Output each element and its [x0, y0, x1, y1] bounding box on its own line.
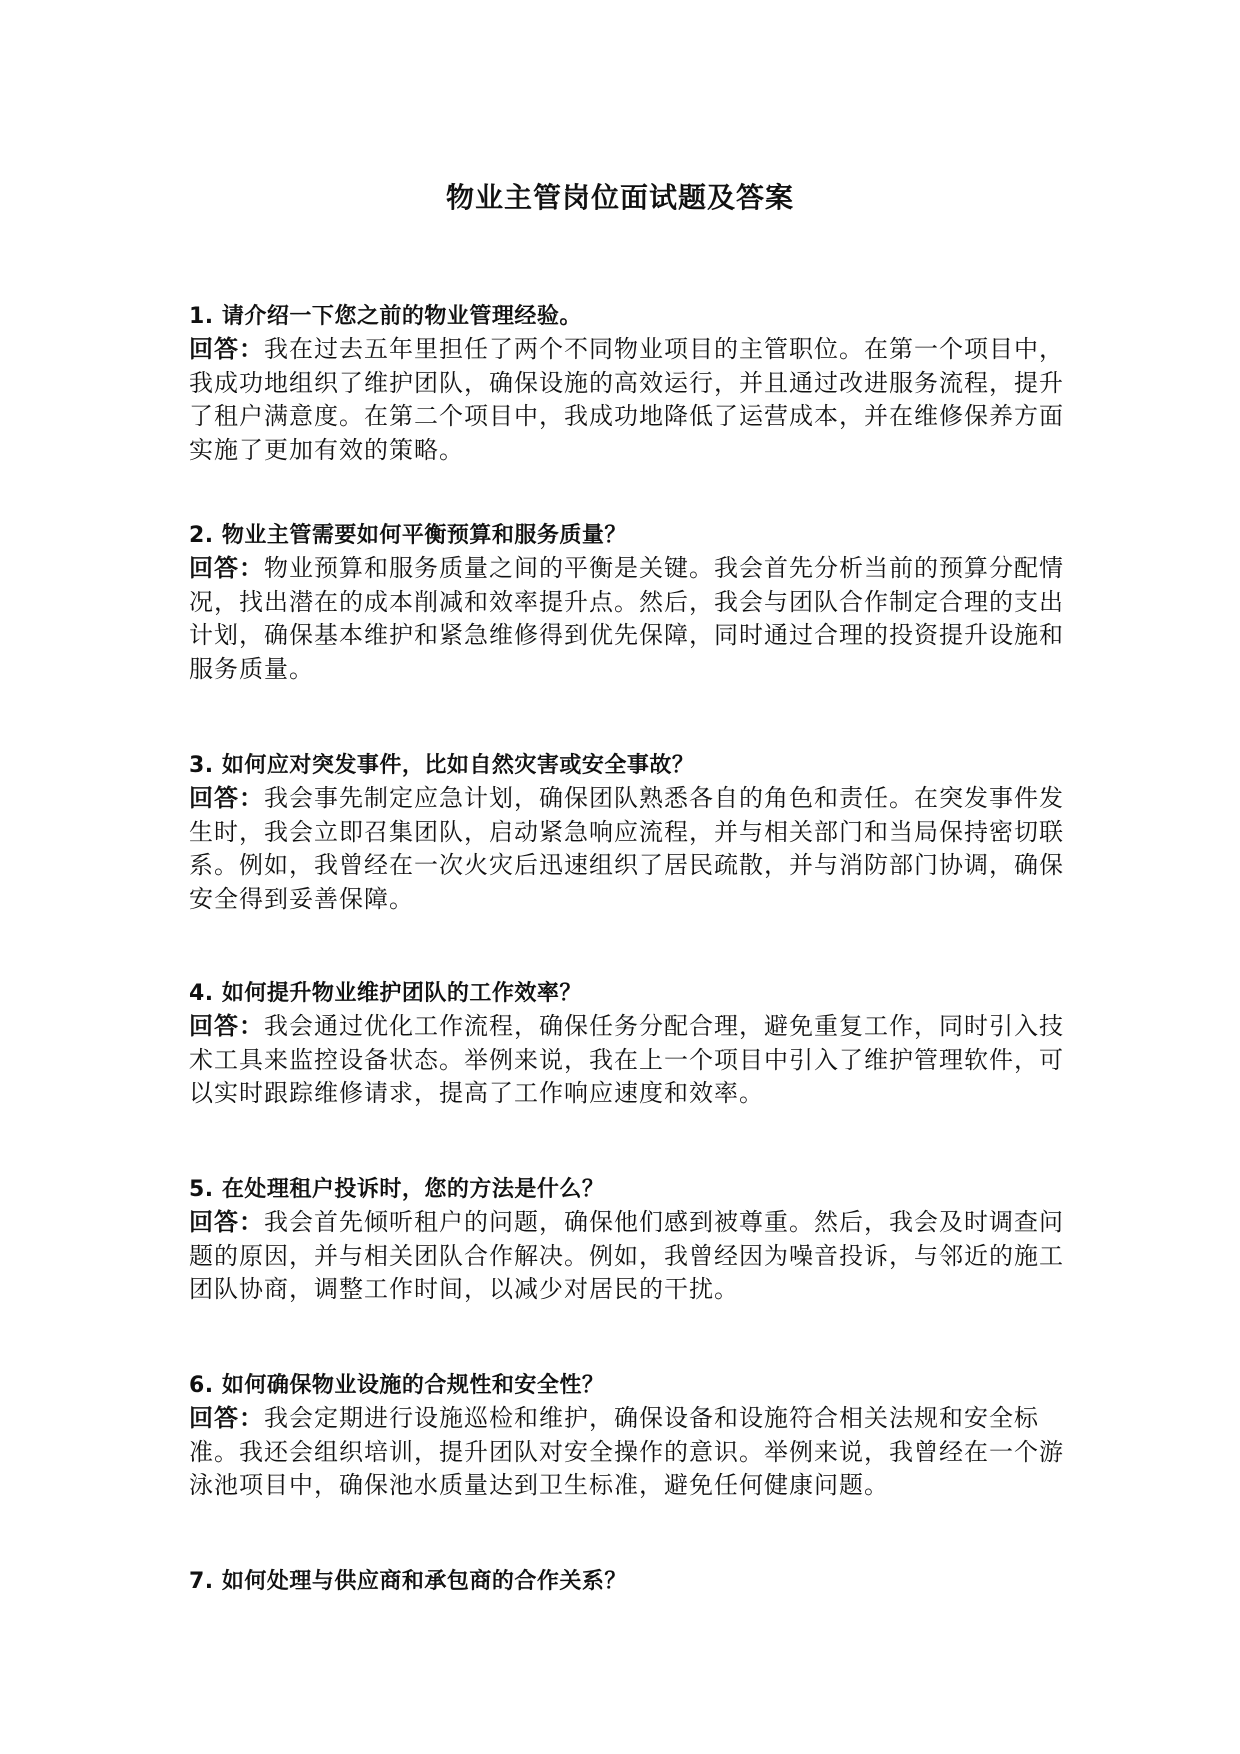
qa-item-5: [189, 1173, 1069, 1307]
qa-item-7: [189, 1565, 1069, 1598]
question-text: 4. 如何提升物业维护团队的工作效率？: [189, 981, 582, 1006]
page-title: 物业主管岗位面试题及答案: [445, 181, 794, 214]
question-text: 5. 在处理租户投诉时，您的方法是什么？: [189, 1177, 605, 1202]
answer-body: 我会通过优化工作流程，确保任务分配合理，避免重复工作，同时引入技术工具来监控设备状态。举例来说，我在上一个项目中引入了维护管理软件，可以实时跟踪维修请求，提高了工作响应速度和效率。: [189, 1012, 1064, 1107]
answer-text: [189, 333, 1069, 467]
qa-item-1: [189, 300, 1069, 467]
answer-body: 物业预算和服务质量之间的平衡是关键。我会首先分析当前的预算分配情况，找出潜在的成本削减和效率提升点。然后，我会与团队合作制定合理的支出计划，确保基本维护和紧急维修得到优先保障，同时通过合理的投资提升设施和服务质量。: [189, 554, 1064, 683]
answer-label: 回答：: [189, 554, 264, 582]
answer-body: 我在过去五年里担任了两个不同物业项目的主管职位。在第一个项目中，我成功地组织了维护团队，确保设施的高效运行，并且通过改进服务流程，提升了租户满意度。在第二个项目中，我成功地降低了运营成本，并在维修保养方面实施了更加有效的策略。: [189, 335, 1064, 464]
answer-text: [189, 1206, 1069, 1307]
answer-label: 回答：: [189, 1012, 264, 1040]
question-text: 6. 如何确保物业设施的合规性和安全性？: [189, 1373, 605, 1398]
answer-label: 回答：: [189, 1404, 264, 1432]
answer-text: [189, 782, 1069, 916]
answer-label: 回答：: [189, 784, 264, 812]
qa-item-6: [189, 1369, 1069, 1503]
qa-item-3: [189, 749, 1069, 916]
answer-label: 回答：: [189, 335, 264, 363]
question-text: 2. 物业主管需要如何平衡预算和服务质量？: [189, 523, 627, 548]
question-text: 1. 请介绍一下您之前的物业管理经验。: [189, 304, 582, 329]
answer-body: 我会定期进行设施巡检和维护，确保设备和设施符合相关法规和安全标准。我还会组织培训，提升团队对安全操作的意识。举例来说，我曾经在一个游泳池项目中，确保池水质量达到卫生标准，避免任何健康问题。: [189, 1404, 1064, 1499]
question-text: 3. 如何应对突发事件，比如自然灾害或安全事故？: [189, 753, 695, 778]
qa-item-2: [189, 519, 1069, 686]
answer-label: 回答：: [189, 1208, 264, 1236]
question-text: 7. 如何处理与供应商和承包商的合作关系？: [189, 1569, 627, 1594]
answer-body: 我会首先倾听租户的问题，确保他们感到被尊重。然后，我会及时调查问题的原因，并与相关团队合作解决。例如，我曾经因为噪音投诉，与邻近的施工团队协商，调整工作时间，以减少对居民的干扰。: [189, 1208, 1064, 1303]
answer-text: [189, 1010, 1069, 1111]
answer-text: [189, 552, 1069, 686]
qa-item-4: [189, 977, 1069, 1111]
answer-text: [189, 1402, 1069, 1503]
answer-body: 我会事先制定应急计划，确保团队熟悉各自的角色和责任。在突发事件发生时，我会立即召集团队，启动紧急响应流程，并与相关部门和当局保持密切联系。例如，我曾经在一次火灾后迅速组织了居民疏散，并与消防部门协调，确保安全得到妥善保障。: [189, 784, 1064, 913]
